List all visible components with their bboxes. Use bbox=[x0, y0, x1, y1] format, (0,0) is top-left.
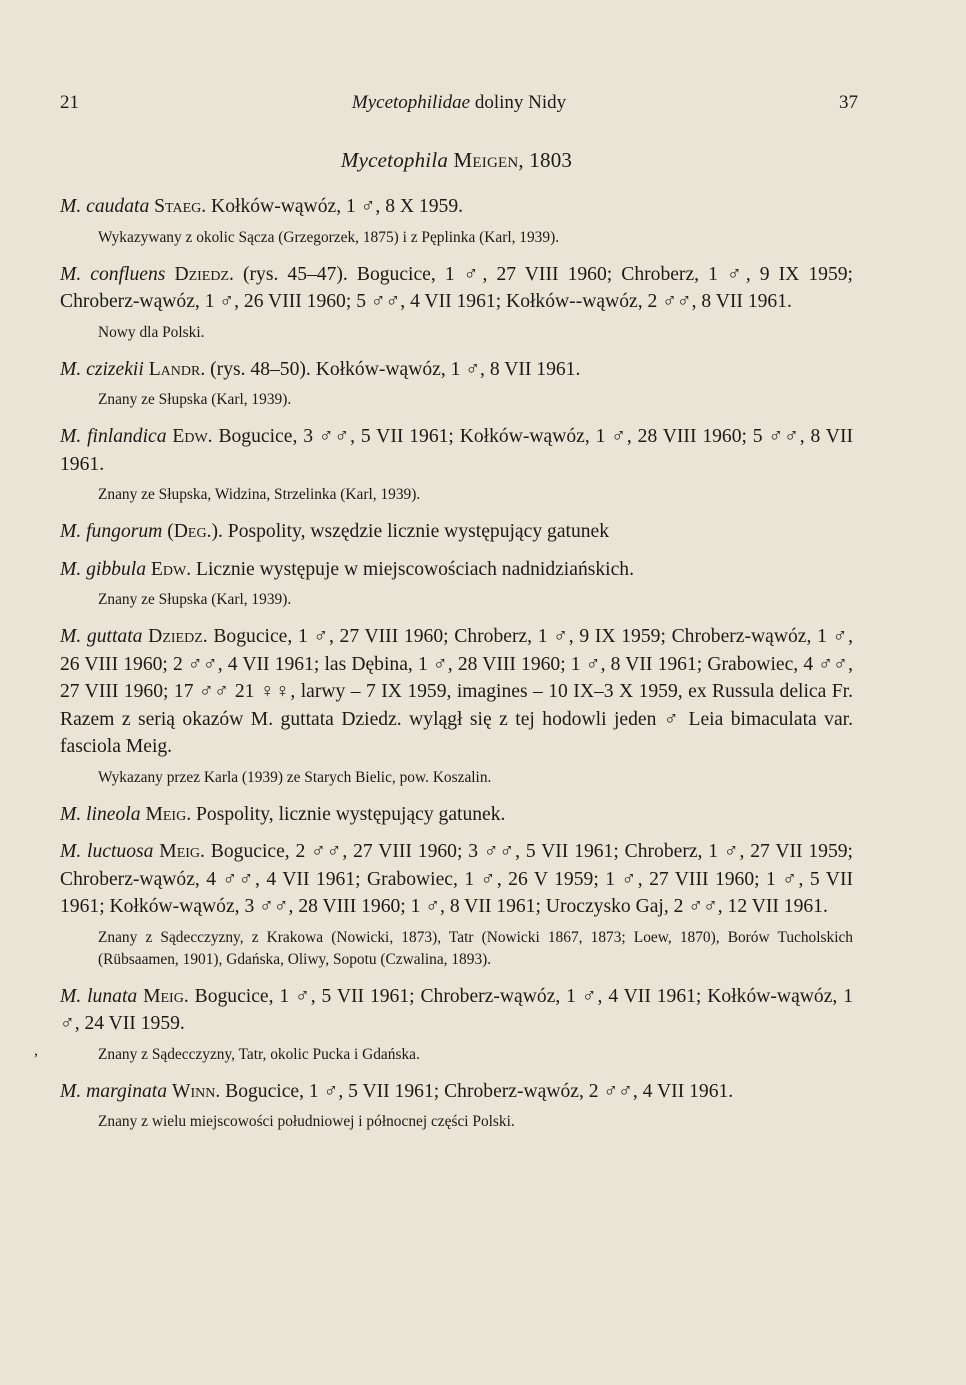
species-name: M. finlandica bbox=[60, 426, 167, 447]
distribution-note: Znany ze Słupska, Widzina, Strzelinka (Karl, 1939). bbox=[98, 486, 421, 503]
species-records: Bogucice, 1 ♂, 27 VIII 1960; Chroberz, 1 ♂, 9 IX 1959; Chroberz-wąwóz, 1 ♂, 26 VIII 1960; 2 ♂♂, 4 VII 1961; las Dębina, 1 ♂, 28 VIII 1960; 1 ♂, 8 VII 1961; Grabowiec, 4 ♂♂, 27 VIII 1960; 17 ♂♂ 21 ♀♀, larwy – 7 IX 1959, imagines – 10 IX–3 X 1959, ex Russula delica Fr. Razem z serią okazów M. guttata Dziedz. wylągł się z tej hodowli jeden ♂ Leia bimaculata var. fasciola Meig. bbox=[60, 626, 854, 757]
species-records: Bogucice, 1 ♂, 5 VII 1961; Chroberz-wąwóz, 1 ♂, 4 VII 1961; Kołków-wąwóz, 1 ♂, 24 VII 1959. bbox=[60, 985, 853, 1034]
distribution-note: Znany z Sądecczyzny, Tatr, okolic Pucka i Gdańska. bbox=[98, 1045, 420, 1063]
species-records: Pospolity, licznie występujący gatunek. bbox=[191, 803, 506, 825]
species-records: Bogucice, 1 ♂, 5 VII 1961; Chroberz-wąwóz, 2 ♂♂, 4 VII 1961. bbox=[220, 1080, 734, 1102]
running-header bbox=[60, 92, 858, 114]
species-author: Edw. bbox=[172, 426, 213, 447]
running-title bbox=[352, 92, 566, 114]
species-records: (rys. 45–47). Bogucice, 1 ♂, 27 VIII 1960; Chroberz, 1 ♂, 9 IX 1959; Chroberz-wąwóz, 1 ♂, 26 VIII 1960; 5 ♂♂, 4 VII 1961; Kołków--wąwóz, 2 ♂♂, 8 VII 1961. bbox=[60, 263, 853, 312]
species-entry bbox=[60, 556, 853, 584]
species-author: Meig. bbox=[143, 985, 189, 1007]
species-entry bbox=[60, 838, 853, 921]
distribution-note: Znany z wielu miejscowości południowej i północnej części Polski. bbox=[98, 1113, 515, 1130]
species-name: M. lunata bbox=[60, 985, 138, 1007]
species-author: (Deg.). bbox=[167, 521, 223, 542]
genus-heading bbox=[60, 148, 853, 173]
species-name: M. fungorum bbox=[60, 521, 163, 542]
species-records: Bogucice, 3 ♂♂, 5 VII 1961; Kołków-wąwóz, 1 ♂, 28 VIII 1960; 5 ♂♂, 8 VII 1961. bbox=[60, 426, 853, 475]
species-name: M. lineola bbox=[60, 803, 141, 825]
species-name: M. gibbula bbox=[60, 558, 146, 580]
species-entry bbox=[60, 983, 853, 1038]
species-name: M. marginata bbox=[60, 1080, 168, 1102]
species-author: Landr. bbox=[148, 358, 206, 380]
distribution-note: Znany ze Słupska (Karl, 1939). bbox=[98, 391, 292, 408]
species-records: (rys. 48–50). Kołków-wąwóz, 1 ♂, 8 VII 1961. bbox=[205, 358, 581, 380]
spacer bbox=[60, 546, 853, 556]
series-number: 21 bbox=[60, 92, 79, 113]
distribution-note: Wykazywany z okolic Sącza (Grzegorzek, 1875) i z Pęplinka (Karl, 1939). bbox=[98, 228, 560, 246]
species-author: Edw. bbox=[150, 558, 192, 580]
species-records: Bogucice, 2 ♂♂, 27 VIII 1960; 3 ♂♂, 5 VII 1961; Chroberz, 1 ♂, 27 VII 1959; Chroberz-wąwóz, 4 ♂♂, 4 VII 1961; Grabowiec, 1 ♂, 26 V 1959; 1 ♂, 27 VIII 1960; 1 ♂, 5 VII 1961; Kołków-wąwóz, 3 ♂♂, 28 VIII 1960; 1 ♂, 8 VII 1961; Uroczysko Gaj, 2 ♂♂, 12 VII 1961. bbox=[60, 841, 854, 917]
running-title-family: Mycetophilidae bbox=[351, 92, 471, 113]
species-entry bbox=[60, 261, 853, 316]
distribution-note: Wykazany przez Karla (1939) ze Starych Bielic, pow. Koszalin. bbox=[98, 768, 492, 786]
species-author: Dziedz. bbox=[174, 263, 234, 285]
species-entry bbox=[60, 1078, 853, 1106]
species-records: Pospolity, wszędzie licznie występujący gatunek bbox=[222, 521, 610, 542]
page-number: 37 bbox=[839, 92, 858, 113]
species-author: Staeg. bbox=[154, 196, 207, 217]
species-entry bbox=[60, 356, 853, 384]
running-title-rest: doliny Nidy bbox=[470, 92, 567, 113]
species-name: M. caudata bbox=[60, 196, 150, 217]
distribution-note: Znany z Sądecczyzny, z Krakowa (Nowicki, 1873), Tatr (Nowicki 1867, 1873; Loew, 1870), Borów Tucholskich (Rübsaamen, 1901), Gdańska, Oliwy, Sopotu (Czwalina, 1893). bbox=[98, 928, 853, 968]
species-list bbox=[60, 193, 853, 1133]
species-records: Kołków-wąwóz, 1 ♂, 8 X 1959. bbox=[206, 196, 464, 217]
species-entry bbox=[60, 518, 853, 546]
distribution-note: Znany ze Słupska (Karl, 1939). bbox=[98, 591, 292, 608]
species-name: M. guttata bbox=[60, 626, 143, 647]
margin-mark: , bbox=[34, 1042, 38, 1059]
species-entry bbox=[60, 623, 853, 761]
species-author: Meig. bbox=[145, 803, 192, 825]
species-author: Dziedz. bbox=[148, 626, 208, 647]
species-name: M. czizekii bbox=[60, 358, 144, 380]
species-author: Meig. bbox=[159, 841, 205, 862]
species-entry bbox=[60, 423, 853, 478]
distribution-note: Nowy dla Polski. bbox=[98, 323, 205, 341]
species-name: M. luctuosa bbox=[60, 841, 154, 862]
genus-name: Mycetophila bbox=[340, 148, 449, 172]
species-author: Winn. bbox=[171, 1080, 221, 1102]
species-records: Licznie występuje w miejscowościach nadnidziańskich. bbox=[191, 558, 635, 580]
spacer bbox=[60, 828, 853, 838]
genus-year: , 1803 bbox=[518, 148, 573, 172]
species-name: M. confluens bbox=[60, 263, 166, 285]
species-entry bbox=[60, 193, 853, 221]
species-entry bbox=[60, 801, 853, 829]
genus-author: Meigen bbox=[453, 148, 519, 172]
main-text bbox=[60, 148, 853, 1145]
